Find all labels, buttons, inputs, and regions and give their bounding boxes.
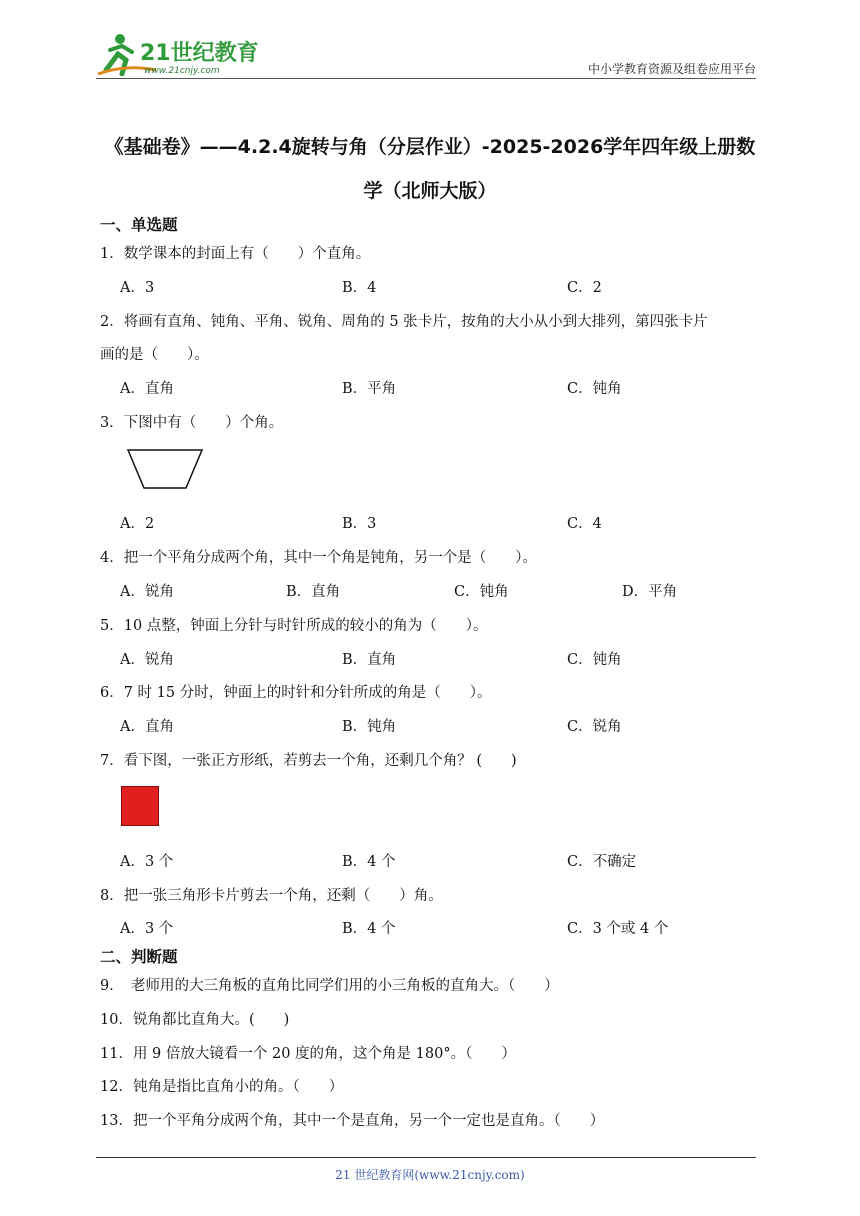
page-title-line2: 学（北师大版） <box>363 180 497 202</box>
question-4: 4．把一个平角分成两个角，其中一个角是钝角，另一个是（ ）。 <box>100 550 537 566</box>
q4-option-d: D．平角 <box>622 584 678 600</box>
q4-option-c: C．钝角 <box>454 584 509 600</box>
q5-option-b: B．直角 <box>342 652 397 668</box>
q7-option-c: C．不确定 <box>567 854 637 870</box>
footer-divider <box>96 1157 756 1158</box>
q1-option-a: A．3 <box>120 280 155 296</box>
section-heading-true-false: 二、判断题 <box>100 948 178 966</box>
q6-option-b: B．钝角 <box>342 719 397 735</box>
logo-text: 21世纪教育 <box>140 41 259 66</box>
q8-option-a: A．3 个 <box>120 921 174 937</box>
page-title-line1: 《基础卷》——4.2.4旋转与角（分层作业）-2025-2026学年四年级上册数 <box>104 136 756 158</box>
logo-icon <box>96 30 266 76</box>
question-3: 3．下图中有（ ）个角。 <box>100 415 284 431</box>
q2-option-a: A．直角 <box>120 381 174 397</box>
q8-option-c: C．3 个或 4 个 <box>567 921 669 937</box>
question-13: 13．把一个平角分成两个角，其中一个是直角，另一个一定也是直角。（ ） <box>100 1113 605 1129</box>
q6-option-c: C．锐角 <box>567 719 622 735</box>
red-square-figure <box>121 786 159 826</box>
question-6: 6．7 时 15 分时，钟面上的时针和分针所成的角是（ ）。 <box>100 685 492 701</box>
question-8: 8．把一张三角形卡片剪去一个角，还剩（ ）角。 <box>100 888 443 904</box>
q3-option-a: A．2 <box>120 516 155 532</box>
q5-option-c: C．钝角 <box>567 652 622 668</box>
q4-option-a: A．锐角 <box>120 584 174 600</box>
q4-option-b: B．直角 <box>286 584 341 600</box>
header-divider <box>96 78 756 79</box>
q6-option-a: A．直角 <box>120 719 174 735</box>
q2-option-b: B．平角 <box>342 381 397 397</box>
section-heading-single-choice: 一、单选题 <box>100 216 178 234</box>
question-9: 9． 老师用的大三角板的直角比同学们用的小三角板的直角大。（ ） <box>100 978 559 994</box>
footer-text: 21 世纪教育网(www.21cnjy.com) <box>335 1168 525 1182</box>
q7-option-b: B．4 个 <box>342 854 396 870</box>
trapezoid-figure <box>124 446 206 492</box>
question-1: 1．数学课本的封面上有（ ）个直角。 <box>100 246 371 262</box>
q3-option-b: B．3 <box>342 516 377 532</box>
q1-option-b: B．4 <box>342 280 377 296</box>
q2-option-c: C．钝角 <box>567 381 622 397</box>
logo-url: www.21cnjy.com <box>144 66 220 76</box>
question-12: 12．钝角是指比直角小的角。（ ） <box>100 1079 344 1095</box>
page-header <box>96 30 756 78</box>
question-5: 5．10 点整，钟面上分针与时针所成的较小的角为（ ）。 <box>100 618 488 634</box>
question-10: 10．锐角都比直角大。( ) <box>100 1012 290 1028</box>
header-platform-text: 中小学教育资源及组卷应用平台 <box>587 62 756 76</box>
question-2-line1: 2．将画有直角、钝角、平角、锐角、周角的 5 张卡片，按角的大小从小到大排列，第四张卡片 <box>100 314 708 330</box>
q8-option-b: B．4 个 <box>342 921 396 937</box>
q3-option-c: C．4 <box>567 516 602 532</box>
q1-option-c: C．2 <box>567 280 602 296</box>
q7-option-a: A．3 个 <box>120 854 174 870</box>
q5-option-a: A．锐角 <box>120 652 174 668</box>
question-7: 7．看下图，一张正方形纸，若剪去一个角，还剩几个角？ ( ) <box>100 753 517 769</box>
question-11: 11．用 9 倍放大镜看一个 20 度的角，这个角是 180°。（ ） <box>100 1046 516 1062</box>
question-2-line2: 画的是（ ）。 <box>100 347 209 363</box>
